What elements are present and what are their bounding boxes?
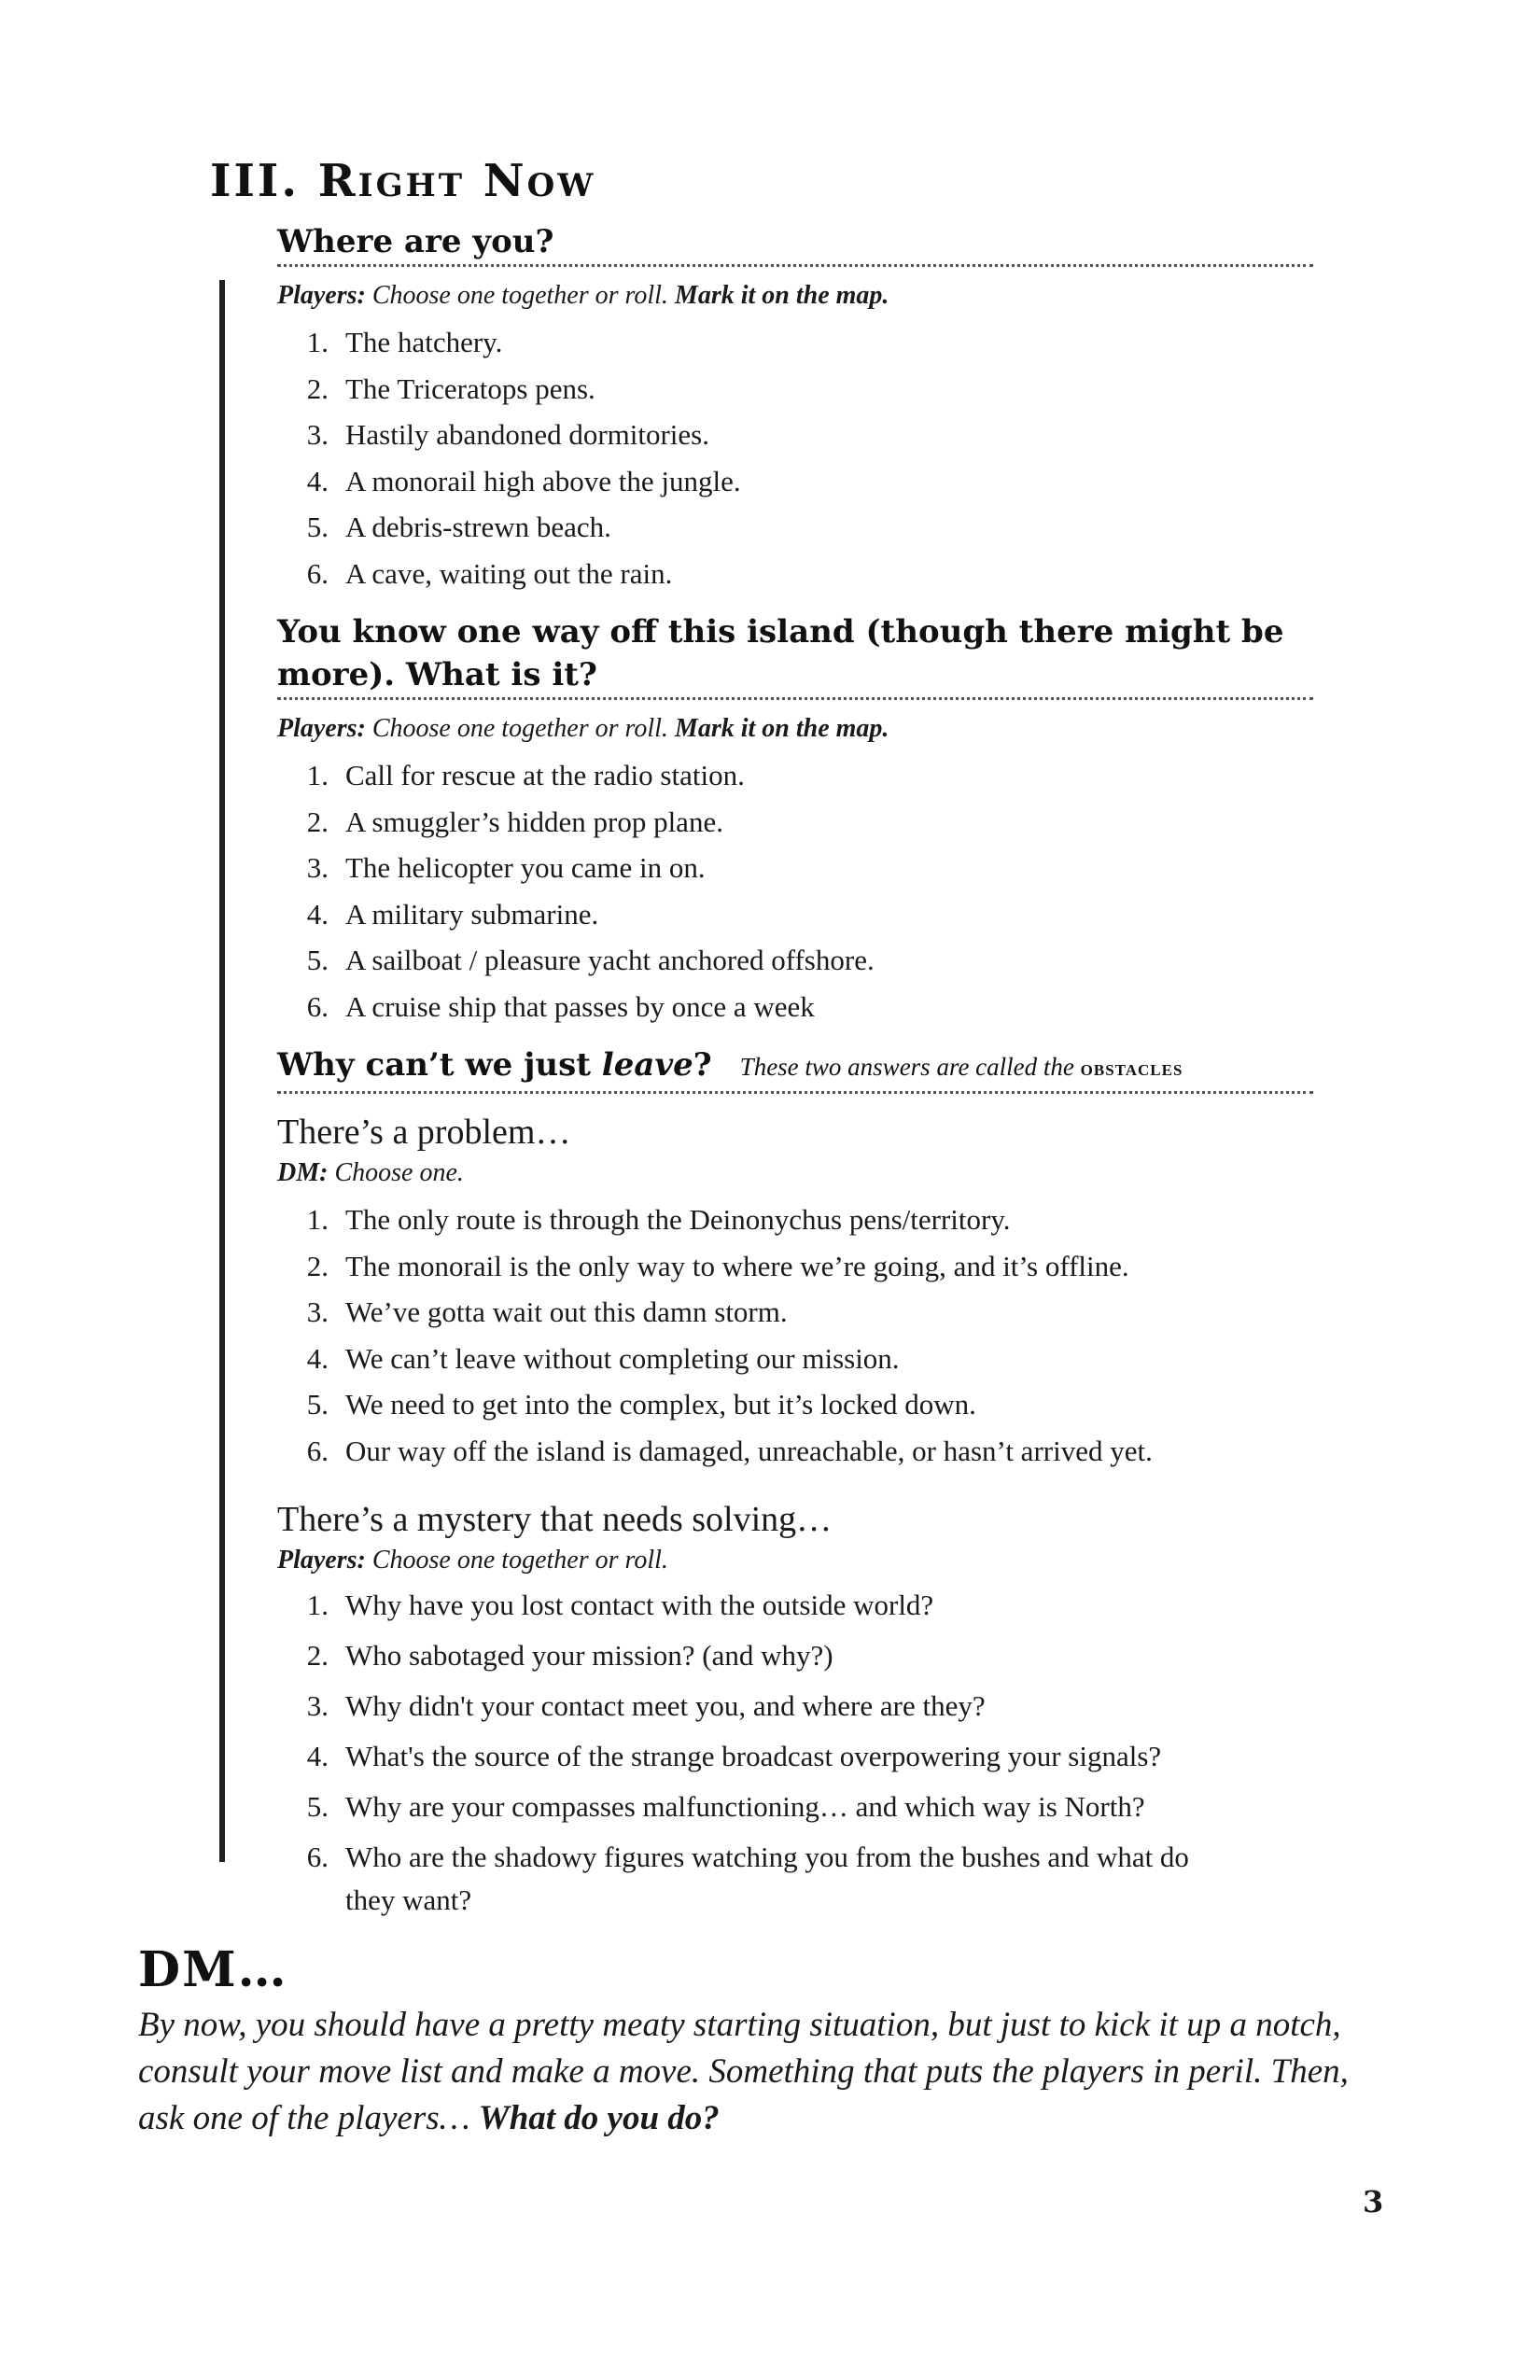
instruction-role: Players: <box>277 281 366 310</box>
item-number: 5. <box>306 1388 329 1421</box>
question-start: Why can’t we just <box>277 1046 602 1084</box>
item-number: 6. <box>306 556 329 590</box>
item-text: We need to get into the complex, but it’s locked down. <box>345 1388 976 1421</box>
item-text: Our way off the island is damaged, unreachable, or hasn’t arrived yet. <box>345 1434 1153 1467</box>
item-text: Hastily abandoned dormitories. <box>345 418 709 451</box>
instruction-role: DM: <box>277 1158 329 1187</box>
list-item <box>277 1289 1313 1336</box>
list-item <box>277 1785 1313 1828</box>
leave-block <box>277 1043 1313 1929</box>
item-text: What's the source of the strange broadcast overpowering your signals? <box>345 1740 1162 1772</box>
list-item <box>277 1584 1313 1627</box>
obstacles-note <box>740 1053 1183 1081</box>
list-item <box>277 1836 1313 1922</box>
item-text: Why have you lost contact with the outside world? <box>345 1589 934 1621</box>
leave-question <box>277 1043 1313 1094</box>
list-item <box>277 752 1313 799</box>
list-item <box>277 1381 1313 1428</box>
item-number: 4. <box>306 897 329 931</box>
section-rule <box>219 280 225 1862</box>
item-text: A sailboat / pleasure yacht anchored offshore. <box>345 944 875 976</box>
where-list <box>277 319 1313 596</box>
item-text: A cruise ship that passes by once a week <box>345 989 815 1023</box>
item-number: 1. <box>306 326 329 358</box>
item-text: Why are your compasses malfunctioning… and which way is North? <box>345 1790 1145 1823</box>
question-emphasis: leave <box>601 1046 693 1084</box>
dm-paragraph <box>138 2002 1379 2142</box>
list-item <box>277 1428 1313 1475</box>
item-text: Call for rescue at the radio station. <box>345 759 745 791</box>
list-item <box>277 799 1313 846</box>
item-text: Who are the shadowy figures watching you from the bushes and what do they want? <box>345 1841 1189 1916</box>
item-number: 4. <box>306 464 329 497</box>
item-text: A military submarine. <box>345 897 599 931</box>
mystery-instruction <box>277 1545 1313 1576</box>
dm-question: What do you do? <box>478 2099 720 2137</box>
item-text: The only route is through the Deinonychus pens/territory. <box>345 1203 1011 1236</box>
list-item <box>277 984 1313 1030</box>
item-number: 3. <box>306 851 329 884</box>
problem-list <box>277 1197 1313 1474</box>
instruction-role: Players: <box>277 714 366 743</box>
instruction-bold: Mark it on the map. <box>674 281 889 310</box>
list-item <box>277 1243 1313 1290</box>
list-item <box>277 1685 1313 1728</box>
item-number: 4. <box>306 1740 329 1772</box>
list-item <box>277 412 1313 458</box>
list-item <box>277 891 1313 938</box>
wayoff-list <box>277 752 1313 1029</box>
where-question: Where are you? <box>277 220 1313 267</box>
list-item <box>277 1634 1313 1677</box>
item-number: 6. <box>306 1841 329 1873</box>
list-item <box>277 1735 1313 1778</box>
wayoff-instruction <box>277 713 1313 745</box>
where-instruction <box>277 280 1313 312</box>
wayoff-block <box>277 610 1313 1029</box>
list-item <box>277 551 1313 597</box>
item-text: We’ve gotta wait out this damn storm. <box>345 1295 788 1328</box>
list-item <box>277 366 1313 413</box>
item-text: A smuggler’s hidden prop plane. <box>345 805 723 838</box>
item-text: Who sabotaged your mission? (and why?) <box>345 1639 833 1672</box>
list-item <box>277 1197 1313 1243</box>
problem-heading: There’s a problem… <box>277 1113 571 1152</box>
page-number: 3 <box>1363 2184 1384 2219</box>
list-item <box>277 319 1313 366</box>
item-number: 1. <box>306 1589 329 1621</box>
item-number: 1. <box>306 1203 329 1236</box>
question-end: ? <box>693 1046 712 1084</box>
item-text: A monorail high above the jungle. <box>345 464 741 497</box>
list-item <box>277 937 1313 984</box>
dm-text: By now, you should have a pretty meaty starting situation, but just to kick it up a notch, consult your move list and make a move. Something that puts the players in peril. Then, ask one of the players… <box>138 2006 1349 2137</box>
item-text: We can’t leave without completing our mission. <box>345 1341 900 1375</box>
problem-instruction <box>277 1157 1313 1189</box>
instruction-text: Choose one. <box>334 1158 464 1187</box>
item-number: 3. <box>306 1689 329 1722</box>
item-number: 6. <box>306 989 329 1023</box>
item-number: 2. <box>306 371 329 405</box>
item-number: 2. <box>306 805 329 838</box>
item-text: A cave, waiting out the rain. <box>345 556 673 590</box>
item-text: A debris-strewn beach. <box>345 511 611 543</box>
item-number: 5. <box>306 1790 329 1823</box>
item-text: The Triceratops pens. <box>345 371 595 405</box>
item-text: The hatchery. <box>345 326 503 358</box>
item-number: 5. <box>306 944 329 976</box>
list-item <box>277 458 1313 505</box>
mystery-list <box>277 1584 1313 1922</box>
instruction-text: Choose one together or roll. <box>371 1546 668 1575</box>
item-text: The helicopter you came in on. <box>345 851 706 884</box>
item-number: 2. <box>306 1639 329 1672</box>
item-number: 3. <box>306 1295 329 1328</box>
item-number: 4. <box>306 1341 329 1375</box>
instruction-bold: Mark it on the map. <box>674 714 889 743</box>
item-number: 3. <box>306 418 329 451</box>
item-number: 6. <box>306 1434 329 1467</box>
where-block <box>277 220 1313 596</box>
item-text: Why didn't your contact meet you, and where are they? <box>345 1689 986 1722</box>
instruction-role: Players: <box>277 1546 366 1575</box>
aside-text: These two answers are called the <box>739 1053 1074 1081</box>
item-number: 5. <box>306 511 329 543</box>
dm-title: DM… <box>138 1941 288 1998</box>
list-item <box>277 1336 1313 1382</box>
list-item <box>277 504 1313 551</box>
mystery-heading: There’s a mystery that needs solving… <box>277 1500 833 1539</box>
item-number: 1. <box>306 759 329 791</box>
aside-bold: obstacles <box>1080 1057 1183 1081</box>
item-text: The monorail is the only way to where we’re going, and it’s offline. <box>345 1249 1129 1282</box>
item-number: 2. <box>306 1249 329 1282</box>
instruction-text: Choose one together or roll. <box>371 281 668 310</box>
list-item <box>277 845 1313 891</box>
instruction-text: Choose one together or roll. <box>371 714 668 743</box>
section-title: III. Right Now <box>210 155 596 207</box>
wayoff-question: You know one way off this island (though there might be more). What is it? <box>277 610 1313 700</box>
